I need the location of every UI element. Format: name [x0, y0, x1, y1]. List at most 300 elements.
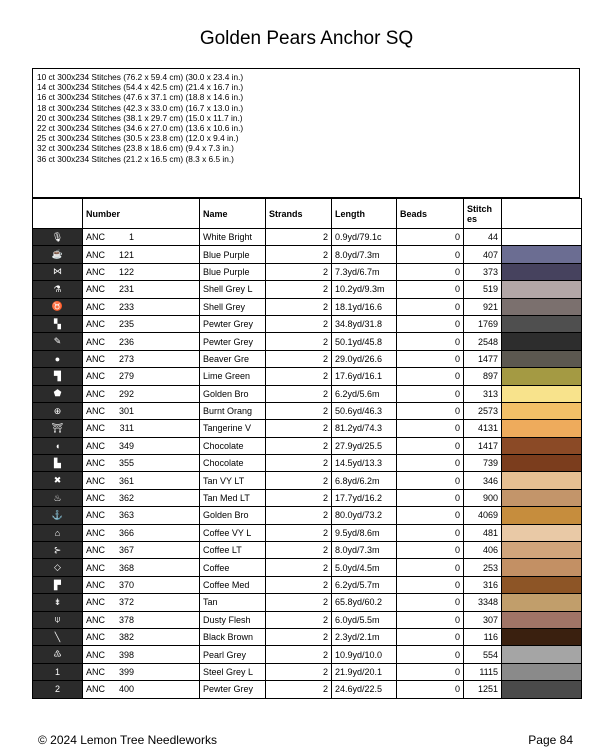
thread-code: 382 — [118, 632, 134, 643]
beads-value: 0 — [397, 315, 464, 332]
table-row — [33, 472, 582, 489]
color-swatch — [502, 455, 582, 472]
thread-brand: ANC — [86, 580, 106, 590]
thread-name: Chocolate — [200, 437, 266, 454]
length-value: 17.7yd/16.2 — [332, 489, 397, 506]
header-strands: Strands — [266, 199, 332, 229]
thread-number — [83, 385, 200, 402]
symbol-icon: 2 — [33, 681, 83, 698]
stitches-value: 44 — [464, 229, 502, 246]
symbol-icon: 🎙 — [33, 229, 83, 246]
thread-name: Golden Bro — [200, 385, 266, 402]
symbol-icon: ✎ — [33, 333, 83, 350]
thread-brand: ANC — [86, 649, 106, 660]
beads-value: 0 — [397, 559, 464, 576]
symbol-icon: ◖ — [33, 437, 83, 454]
thread-name: Coffee LT — [200, 542, 266, 559]
thread-brand: ANC — [86, 493, 106, 504]
thread-brand: ANC — [86, 545, 106, 556]
beads-value: 0 — [397, 663, 464, 680]
beads-value: 0 — [397, 489, 464, 506]
thread-brand: ANC — [86, 284, 106, 295]
length-value: 6.2yd/5.6m — [332, 385, 397, 402]
table-row — [33, 611, 582, 628]
thread-brand: ANC — [86, 614, 106, 625]
strands-value: 2 — [266, 437, 332, 454]
thread-brand: ANC — [86, 527, 106, 538]
strands-value: 2 — [266, 472, 332, 489]
symbol-icon: ♉ — [33, 298, 83, 315]
strands-value: 2 — [266, 263, 332, 280]
length-value: 81.2yd/74.3 — [332, 420, 397, 437]
thread-code: 231 — [118, 284, 134, 295]
thread-brand: ANC — [86, 319, 106, 330]
beads-value: 0 — [397, 542, 464, 559]
thread-brand: ANC — [86, 597, 106, 608]
strands-value: 2 — [266, 559, 332, 576]
strands-value: 2 — [266, 681, 332, 698]
symbol-icon: ☕ — [33, 246, 83, 263]
strands-value: 2 — [266, 455, 332, 472]
thread-code: 378 — [118, 614, 134, 625]
symbol-icon: ◇ — [33, 559, 83, 576]
fabric-size-line: 36 ct 300x234 Stitches (21.2 x 16.5 cm) (8.3 x 6.5 in.) — [37, 153, 234, 164]
beads-value: 0 — [397, 333, 464, 350]
table-row — [33, 681, 582, 698]
thread-name: Pewter Grey — [200, 333, 266, 350]
beads-value: 0 — [397, 576, 464, 593]
symbol-icon: ⚗ — [33, 281, 83, 298]
thread-number — [83, 455, 200, 472]
thread-code: 279 — [118, 371, 134, 382]
thread-number — [83, 246, 200, 263]
thread-code: 349 — [118, 440, 134, 451]
table-row — [33, 402, 582, 419]
length-value: 9.5yd/8.6m — [332, 524, 397, 541]
beads-value: 0 — [397, 594, 464, 611]
thread-legend-table — [32, 198, 582, 699]
beads-value: 0 — [397, 437, 464, 454]
stitches-value: 554 — [464, 646, 502, 663]
thread-name: Steel Grey L — [200, 663, 266, 680]
thread-number — [83, 559, 200, 576]
symbol-icon: ✖ — [33, 472, 83, 489]
stitches-value: 4131 — [464, 420, 502, 437]
length-value: 10.2yd/9.3m — [332, 281, 397, 298]
thread-number — [83, 368, 200, 385]
stitches-value: 406 — [464, 542, 502, 559]
strands-value: 2 — [266, 507, 332, 524]
symbol-icon: ▛ — [33, 576, 83, 593]
thread-name: Black Brown — [200, 628, 266, 645]
stitches-value: 897 — [464, 368, 502, 385]
thread-name: Coffee — [200, 559, 266, 576]
symbol-icon: ⚓ — [33, 507, 83, 524]
thread-code: 367 — [118, 545, 134, 556]
thread-name: Blue Purple — [200, 246, 266, 263]
length-value: 80.0yd/73.2 — [332, 507, 397, 524]
thread-brand: ANC — [86, 266, 106, 277]
fabric-size-line: 18 ct 300x234 Stitches (42.3 x 33.0 cm) (16.7 x 13.0 in.) — [37, 102, 244, 113]
header-stitches: Stitch es — [464, 199, 502, 229]
color-swatch — [502, 385, 582, 402]
color-swatch — [502, 489, 582, 506]
beads-value: 0 — [397, 524, 464, 541]
thread-number — [83, 507, 200, 524]
color-swatch — [502, 646, 582, 663]
fabric-size-line: 10 ct 300x234 Stitches (76.2 x 59.4 cm) (30.0 x 23.4 in.) — [37, 72, 244, 82]
thread-code: 355 — [118, 458, 134, 469]
thread-code: 122 — [118, 266, 134, 277]
length-value: 24.6yd/22.5 — [332, 681, 397, 698]
symbol-icon: ⌂ — [33, 524, 83, 541]
strands-value: 2 — [266, 628, 332, 645]
thread-number — [83, 350, 200, 367]
thread-code: 233 — [118, 301, 134, 312]
table-row — [33, 576, 582, 593]
color-swatch — [502, 628, 582, 645]
length-value: 18.1yd/16.6 — [332, 298, 397, 315]
stitches-value: 2573 — [464, 402, 502, 419]
fabric-size-line: 32 ct 300x234 Stitches (23.8 x 18.6 cm) (9.4 x 7.3 in.) — [37, 143, 234, 154]
page-title: Golden Pears Anchor SQ — [199, 28, 414, 49]
thread-name: Tan Med LT — [200, 489, 266, 506]
fabric-size-line: 16 ct 300x234 Stitches (47.6 x 37.1 cm) (18.8 x 14.6 in.) — [37, 92, 244, 103]
thread-number — [83, 281, 200, 298]
table-row — [33, 298, 582, 315]
length-value: 29.0yd/26.6 — [332, 350, 397, 367]
thread-name: Coffee VY L — [200, 524, 266, 541]
beads-value: 0 — [397, 628, 464, 645]
strands-value: 2 — [266, 420, 332, 437]
beads-value: 0 — [397, 368, 464, 385]
table-row — [33, 437, 582, 454]
thread-number — [83, 315, 200, 332]
table-row — [33, 333, 582, 350]
thread-name: Pearl Grey — [200, 646, 266, 663]
thread-name: Shell Grey L — [200, 281, 266, 298]
stitches-value: 1251 — [464, 681, 502, 698]
thread-number — [83, 611, 200, 628]
length-value: 17.6yd/16.1 — [332, 368, 397, 385]
stitches-value: 373 — [464, 263, 502, 280]
thread-number — [83, 489, 200, 506]
symbol-icon: ⍦ — [33, 611, 83, 628]
symbol-icon: ╲ — [33, 628, 83, 645]
color-swatch — [502, 611, 582, 628]
beads-value: 0 — [397, 281, 464, 298]
length-value: 50.6yd/46.3 — [332, 402, 397, 419]
length-value: 7.3yd/6.7m — [332, 263, 397, 280]
thread-brand: ANC — [86, 684, 106, 695]
stitches-value: 316 — [464, 576, 502, 593]
thread-number — [83, 646, 200, 663]
beads-value: 0 — [397, 263, 464, 280]
stitches-value: 307 — [464, 611, 502, 628]
strands-value: 2 — [266, 368, 332, 385]
thread-brand: ANC — [86, 371, 106, 382]
thread-number — [83, 402, 200, 419]
color-swatch — [502, 542, 582, 559]
color-swatch — [502, 663, 582, 680]
header-length: Length — [332, 199, 397, 229]
thread-code: 368 — [118, 562, 134, 573]
thread-brand: ANC — [86, 510, 106, 521]
stitches-value: 900 — [464, 489, 502, 506]
length-value: 50.1yd/45.8 — [332, 333, 397, 350]
thread-code: 400 — [118, 684, 134, 695]
thread-brand: ANC — [86, 336, 106, 347]
thread-number — [83, 628, 200, 645]
color-swatch — [502, 576, 582, 593]
stitches-value: 3348 — [464, 594, 502, 611]
stitches-value: 346 — [464, 472, 502, 489]
thread-code: 372 — [118, 597, 134, 608]
symbol-icon: ● — [33, 350, 83, 367]
thread-name: Dusty Flesh — [200, 611, 266, 628]
symbol-icon: ▙ — [33, 455, 83, 472]
table-row — [33, 229, 582, 246]
thread-number — [83, 594, 200, 611]
thread-code: 235 — [118, 319, 134, 330]
thread-name: Burnt Orang — [200, 402, 266, 419]
stitches-value: 313 — [464, 385, 502, 402]
thread-number — [83, 524, 200, 541]
length-value: 0.9yd/79.1c — [332, 229, 397, 246]
color-swatch — [502, 246, 582, 263]
beads-value: 0 — [397, 402, 464, 419]
beads-value: 0 — [397, 385, 464, 402]
thread-brand: ANC — [86, 562, 106, 573]
symbol-icon: ♨ — [33, 489, 83, 506]
stitches-value: 407 — [464, 246, 502, 263]
thread-brand: ANC — [86, 632, 106, 643]
color-swatch — [502, 681, 582, 698]
color-swatch — [502, 229, 582, 246]
copyright-text: © 2024 Lemon Tree Needleworks — [38, 733, 217, 747]
thread-name: Beaver Gre — [200, 350, 266, 367]
length-value: 21.9yd/20.1 — [332, 663, 397, 680]
color-swatch — [502, 281, 582, 298]
symbol-icon: ▚ — [33, 315, 83, 332]
thread-number — [83, 298, 200, 315]
thread-brand: ANC — [86, 388, 106, 399]
table-row — [33, 489, 582, 506]
thread-name: Pewter Grey — [200, 681, 266, 698]
symbol-icon: 1 — [33, 663, 83, 680]
symbol-icon: ⇟ — [33, 594, 83, 611]
thread-number — [83, 229, 200, 246]
fabric-size-line: 14 ct 300x234 Stitches (54.4 x 42.5 cm) (21.4 x 16.7 in.) — [37, 82, 244, 93]
thread-code: 121 — [118, 249, 134, 260]
strands-value: 2 — [266, 246, 332, 263]
table-row — [33, 385, 582, 402]
table-row — [33, 350, 582, 367]
table-row — [33, 542, 582, 559]
color-swatch — [502, 420, 582, 437]
thread-code: 292 — [118, 388, 134, 399]
thread-name: Tan VY LT — [200, 472, 266, 489]
color-swatch — [502, 559, 582, 576]
thread-code: 362 — [118, 493, 134, 504]
strands-value: 2 — [266, 229, 332, 246]
strands-value: 2 — [266, 576, 332, 593]
thread-number — [83, 663, 200, 680]
thread-number — [83, 542, 200, 559]
table-row — [33, 368, 582, 385]
table-row — [33, 315, 582, 332]
color-swatch — [502, 507, 582, 524]
thread-brand: ANC — [86, 249, 106, 260]
table-row — [33, 246, 582, 263]
table-row — [33, 646, 582, 663]
color-swatch — [502, 298, 582, 315]
thread-code: 236 — [118, 336, 134, 347]
thread-code: 399 — [118, 666, 134, 677]
stitches-value: 1417 — [464, 437, 502, 454]
strands-value: 2 — [266, 663, 332, 680]
fabric-size-line: 22 ct 300x234 Stitches (34.6 x 27.0 cm) (13.6 x 10.6 in.) — [37, 123, 244, 134]
thread-number — [83, 263, 200, 280]
table-row — [33, 594, 582, 611]
stitches-value: 921 — [464, 298, 502, 315]
color-swatch — [502, 263, 582, 280]
header-number: Number — [83, 199, 200, 229]
thread-number — [83, 437, 200, 454]
color-swatch — [502, 350, 582, 367]
table-row — [33, 455, 582, 472]
length-value: 10.9yd/10.0 — [332, 646, 397, 663]
strands-value: 2 — [266, 385, 332, 402]
thread-brand: ANC — [86, 475, 106, 486]
thread-name: White Bright — [200, 229, 266, 246]
color-swatch — [502, 472, 582, 489]
thread-code: 1 — [128, 232, 134, 243]
table-row — [33, 628, 582, 645]
beads-value: 0 — [397, 350, 464, 367]
table-row — [33, 281, 582, 298]
strands-value: 2 — [266, 646, 332, 663]
color-swatch — [502, 594, 582, 611]
thread-code: 366 — [118, 527, 134, 538]
symbol-icon: ⬟ — [33, 385, 83, 402]
table-row — [33, 263, 582, 280]
symbol-icon: ⊕ — [33, 402, 83, 419]
thread-name: Golden Bro — [200, 507, 266, 524]
stitches-value: 4069 — [464, 507, 502, 524]
length-value: 65.8yd/60.2 — [332, 594, 397, 611]
thread-brand: ANC — [86, 232, 106, 243]
header-color — [502, 199, 582, 229]
beads-value: 0 — [397, 420, 464, 437]
symbol-icon: ▜ — [33, 368, 83, 385]
strands-value: 2 — [266, 281, 332, 298]
stitches-value: 1477 — [464, 350, 502, 367]
thread-number — [83, 576, 200, 593]
symbol-icon: ⋈ — [33, 263, 83, 280]
thread-brand: ANC — [86, 301, 106, 312]
fabric-size-line: 20 ct 300x234 Stitches (38.1 x 29.7 cm) (15.0 x 11.7 in.) — [37, 112, 243, 123]
thread-number — [83, 472, 200, 489]
thread-number — [83, 681, 200, 698]
thread-number — [83, 333, 200, 350]
beads-value: 0 — [397, 681, 464, 698]
thread-name: Lime Green — [200, 368, 266, 385]
thread-name: Chocolate — [200, 455, 266, 472]
beads-value: 0 — [397, 229, 464, 246]
beads-value: 0 — [397, 646, 464, 663]
stitches-value: 2548 — [464, 333, 502, 350]
thread-code: 301 — [118, 406, 134, 417]
thread-brand: ANC — [86, 406, 106, 417]
length-value: 6.0yd/5.5m — [332, 611, 397, 628]
fabric-size-line: 25 ct 300x234 Stitches (30.5 x 23.8 cm) (12.0 x 9.4 in.) — [37, 133, 239, 144]
thread-code: 273 — [118, 353, 134, 364]
thread-code: 363 — [118, 510, 134, 521]
strands-value: 2 — [266, 489, 332, 506]
stitches-value: 481 — [464, 524, 502, 541]
strands-value: 2 — [266, 594, 332, 611]
thread-name: Tangerine V — [200, 420, 266, 437]
thread-code: 398 — [118, 649, 134, 660]
beads-value: 0 — [397, 611, 464, 628]
thread-name: Pewter Grey — [200, 315, 266, 332]
strands-value: 2 — [266, 542, 332, 559]
thread-name: Shell Grey — [200, 298, 266, 315]
header-beads: Beads — [397, 199, 464, 229]
length-value: 5.0yd/4.5m — [332, 559, 397, 576]
length-value: 14.5yd/13.3 — [332, 455, 397, 472]
strands-value: 2 — [266, 611, 332, 628]
thread-brand: ANC — [86, 440, 106, 451]
length-value: 6.2yd/5.7m — [332, 576, 397, 593]
color-swatch — [502, 402, 582, 419]
length-value: 6.8yd/6.2m — [332, 472, 397, 489]
thread-name: Coffee Med — [200, 576, 266, 593]
beads-value: 0 — [397, 298, 464, 315]
thread-name: Tan — [200, 594, 266, 611]
table-row — [33, 663, 582, 680]
stitches-value: 253 — [464, 559, 502, 576]
thread-brand: ANC — [86, 423, 106, 434]
thread-brand: ANC — [86, 458, 106, 469]
color-swatch — [502, 315, 582, 332]
length-value: 34.8yd/31.8 — [332, 315, 397, 332]
strands-value: 2 — [266, 298, 332, 315]
stitches-value: 739 — [464, 455, 502, 472]
color-swatch — [502, 524, 582, 541]
strands-value: 2 — [266, 315, 332, 332]
thread-code: 361 — [118, 475, 134, 486]
strands-value: 2 — [266, 402, 332, 419]
beads-value: 0 — [397, 507, 464, 524]
table-header-row — [33, 199, 582, 229]
color-swatch — [502, 333, 582, 350]
thread-code: 311 — [119, 423, 134, 434]
beads-value: 0 — [397, 472, 464, 489]
color-swatch — [502, 368, 582, 385]
symbol-icon: ⛩ — [33, 420, 83, 437]
length-value: 27.9yd/25.5 — [332, 437, 397, 454]
table-row — [33, 559, 582, 576]
strands-value: 2 — [266, 524, 332, 541]
strands-value: 2 — [266, 333, 332, 350]
page-number: Page 84 — [528, 733, 573, 747]
beads-value: 0 — [397, 246, 464, 263]
color-swatch — [502, 437, 582, 454]
length-value: 8.0yd/7.3m — [332, 246, 397, 263]
table-row — [33, 507, 582, 524]
